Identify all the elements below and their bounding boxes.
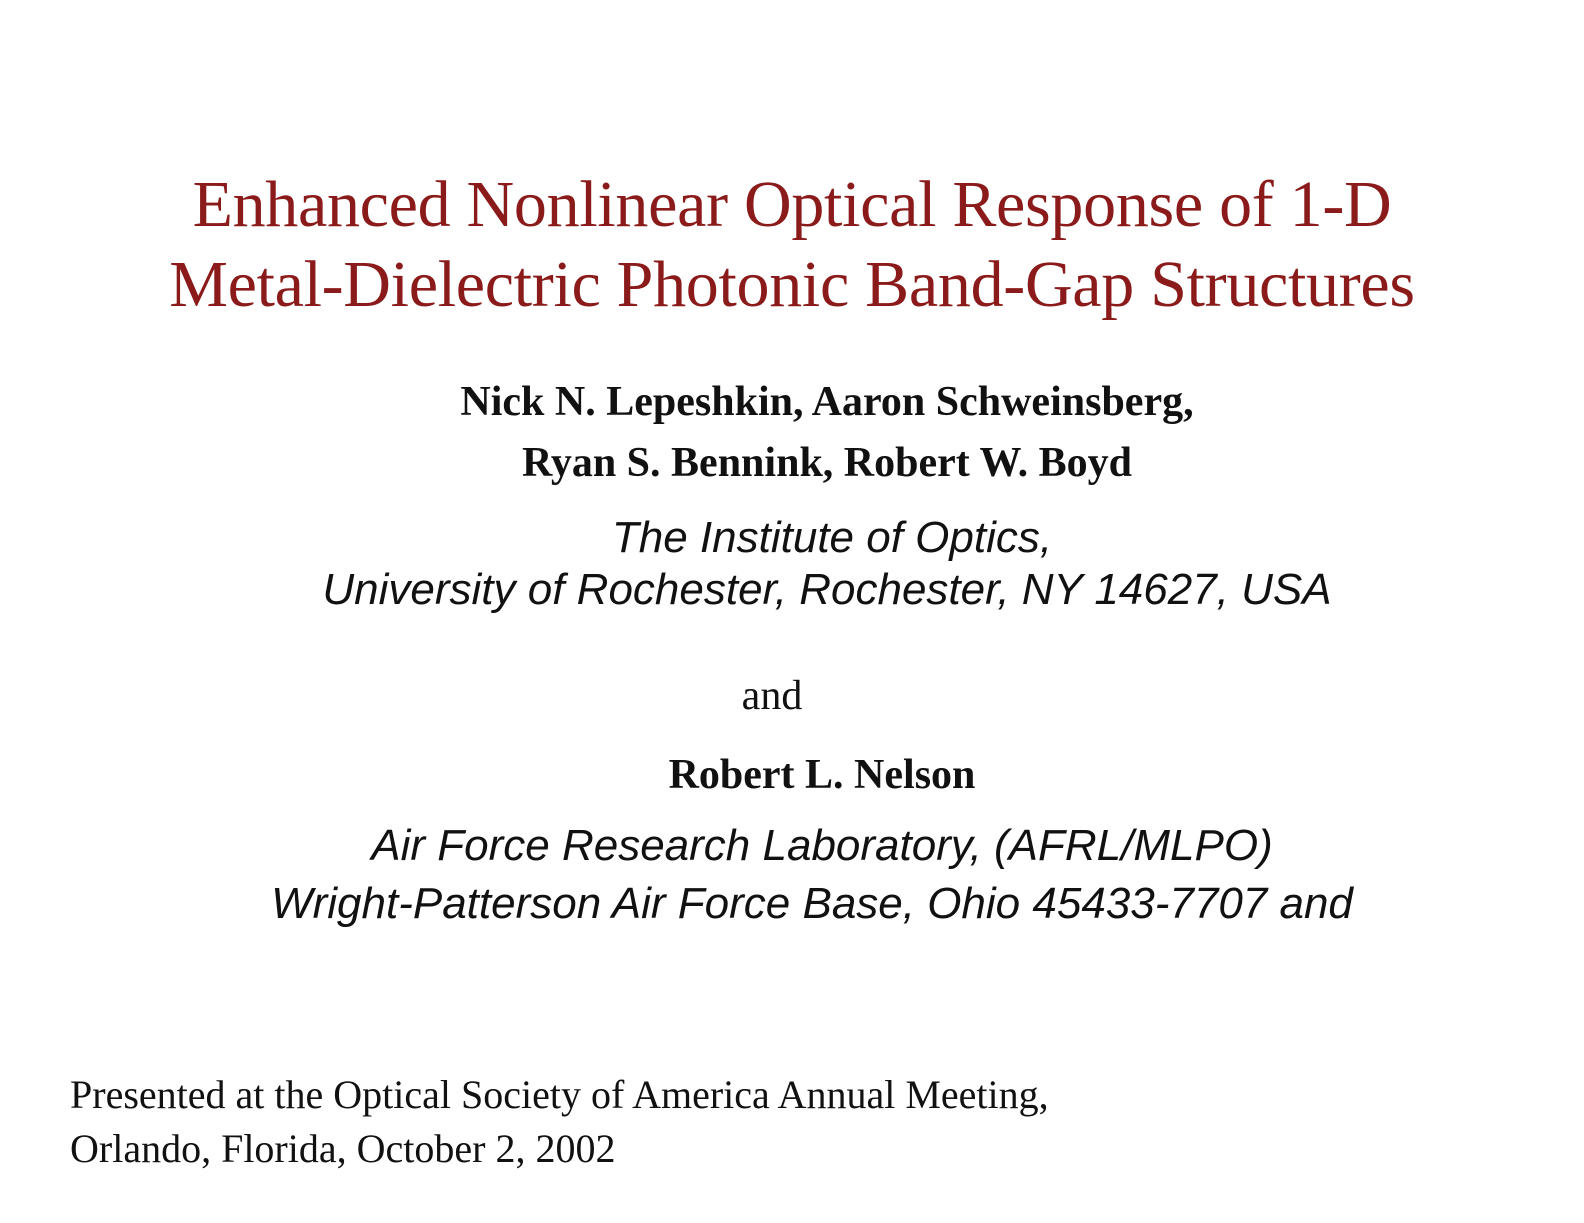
presentation-note-line-2: Orlando, Florida, October 2, 2002: [70, 1126, 616, 1171]
slide-title: [0, 165, 1584, 325]
conjunction-word: and: [741, 673, 803, 719]
author-list-line-2: Ryan S. Bennink, Robert W. Boyd: [521, 440, 1133, 486]
second-author-name: Robert L. Nelson: [668, 752, 976, 798]
conjunction-text: [0, 668, 1584, 724]
affiliation-rochester-line-1: The Institute of Optics,: [611, 513, 1053, 562]
presentation-note-line-1: Presented at the Optical Society of America Annual Meeting,: [70, 1072, 1049, 1117]
slide-title-line-2: Metal-Dielectric Photonic Band-Gap Structures: [169, 248, 1415, 321]
affiliation-afrl-line-1: Air Force Research Laboratory, (AFRL/MLPO): [371, 821, 1273, 870]
second-author: [0, 745, 1584, 805]
affiliation-afrl-line-2: Wright-Patterson Air Force Base, Ohio 45433-7707 and: [271, 879, 1353, 928]
author-list: [0, 372, 1584, 494]
slide-title-line-1: Enhanced Nonlinear Optical Response of 1-D: [192, 168, 1392, 241]
affiliation-afrl: [0, 817, 1584, 933]
author-list-line-1: Nick N. Lepeshkin, Aaron Schweinsberg,: [460, 379, 1194, 425]
affiliation-rochester-line-2: University of Rochester, Rochester, NY 14627, USA: [322, 565, 1332, 614]
presentation-note: [70, 1068, 1049, 1176]
affiliation-rochester: [0, 512, 1584, 616]
